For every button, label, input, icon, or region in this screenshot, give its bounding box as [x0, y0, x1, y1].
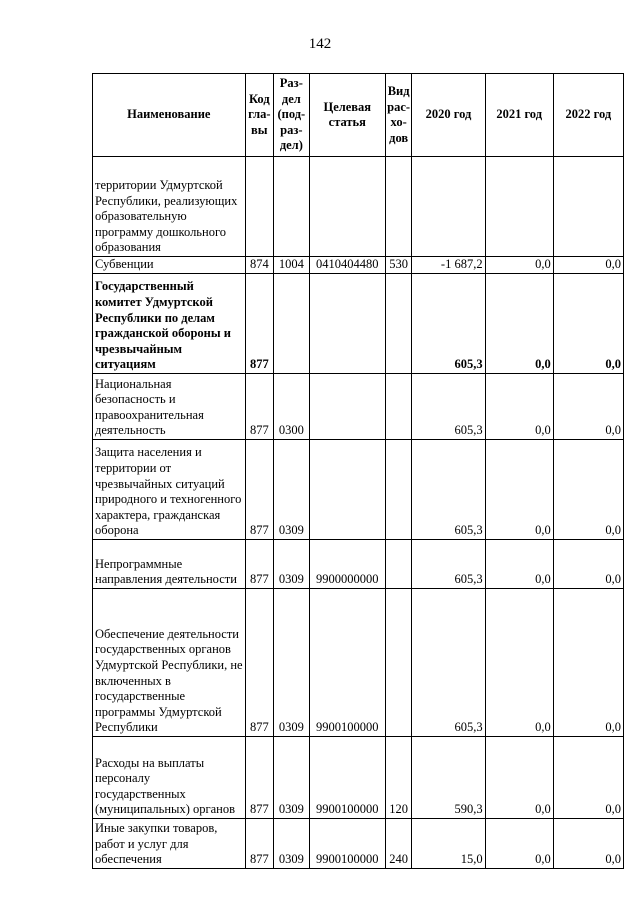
cell-target: 9900100000 — [309, 819, 385, 869]
cell-type — [385, 540, 411, 589]
cell-2021: 0,0 — [485, 540, 553, 589]
cell-type: 240 — [385, 819, 411, 869]
cell-section: 0309 — [274, 819, 310, 869]
cell-name: Субвенции — [93, 257, 246, 274]
budget-table — [92, 73, 624, 869]
cell-code: 877 — [245, 540, 273, 589]
cell-2021 — [485, 157, 553, 257]
cell-target — [309, 374, 385, 440]
cell-target: 9900100000 — [309, 589, 385, 737]
cell-2021: 0,0 — [485, 819, 553, 869]
cell-2020: 605,3 — [412, 589, 485, 737]
cell-section — [274, 157, 310, 257]
cell-section: 0309 — [274, 589, 310, 737]
cell-code: 877 — [245, 589, 273, 737]
table-row — [93, 274, 624, 374]
header-name: Наименование — [93, 74, 246, 157]
cell-2020: 605,3 — [412, 274, 485, 374]
cell-type: 530 — [385, 257, 411, 274]
header-code: Код гла- вы — [245, 74, 273, 157]
cell-section — [274, 274, 310, 374]
header-type: Вид рас- хо- дов — [385, 74, 411, 157]
cell-type: 120 — [385, 737, 411, 819]
cell-code: 877 — [245, 819, 273, 869]
header-2020: 2020 год — [412, 74, 485, 157]
cell-name: Расходы на выплаты персоналу государственных (муниципальных) органов — [93, 737, 246, 819]
cell-code: 877 — [245, 440, 273, 540]
cell-2020: 605,3 — [412, 540, 485, 589]
table-row — [93, 540, 624, 589]
cell-section: 0309 — [274, 440, 310, 540]
cell-2020: 605,3 — [412, 374, 485, 440]
cell-2021: 0,0 — [485, 589, 553, 737]
cell-name: Иные закупки товаров, работ и услуг для обеспечения — [93, 819, 246, 869]
table-row — [93, 819, 624, 869]
table-row — [93, 257, 624, 274]
cell-target: 9900100000 — [309, 737, 385, 819]
cell-2022: 0,0 — [553, 819, 623, 869]
cell-2021: 0,0 — [485, 440, 553, 540]
cell-2021: 0,0 — [485, 374, 553, 440]
cell-code: 877 — [245, 374, 273, 440]
cell-2022: 0,0 — [553, 540, 623, 589]
cell-2022: 0,0 — [553, 737, 623, 819]
table-row — [93, 157, 624, 257]
header-section: Раз- дел (под- раз- дел) — [274, 74, 310, 157]
cell-target — [309, 274, 385, 374]
cell-type — [385, 374, 411, 440]
cell-name: Непрограммные направления деятельности — [93, 540, 246, 589]
cell-2022: 0,0 — [553, 257, 623, 274]
cell-2022: 0,0 — [553, 589, 623, 737]
cell-2020: 605,3 — [412, 440, 485, 540]
cell-name: Национальная безопасность и правоохранительная деятельность — [93, 374, 246, 440]
cell-code: 874 — [245, 257, 273, 274]
cell-section: 0300 — [274, 374, 310, 440]
cell-2020 — [412, 157, 485, 257]
header-2021: 2021 год — [485, 74, 553, 157]
cell-code — [245, 157, 273, 257]
cell-section: 0309 — [274, 540, 310, 589]
cell-target — [309, 157, 385, 257]
cell-2022 — [553, 157, 623, 257]
cell-2021: 0,0 — [485, 257, 553, 274]
table-row — [93, 374, 624, 440]
cell-2022: 0,0 — [553, 374, 623, 440]
cell-section: 1004 — [274, 257, 310, 274]
cell-name: Защита населения и территории от чрезвычайных ситуаций природного и техногенного характера, гражданская оборона — [93, 440, 246, 540]
cell-2020: 15,0 — [412, 819, 485, 869]
cell-name: Государственный комитет Удмуртской Республики по делам гражданской обороны и чрезвычайным ситуациям — [93, 274, 246, 374]
header-target: Целевая статья — [309, 74, 385, 157]
cell-code: 877 — [245, 274, 273, 374]
cell-code: 877 — [245, 737, 273, 819]
cell-type — [385, 589, 411, 737]
cell-type — [385, 157, 411, 257]
cell-2022: 0,0 — [553, 440, 623, 540]
cell-target — [309, 440, 385, 540]
cell-section: 0309 — [274, 737, 310, 819]
cell-2020: 590,3 — [412, 737, 485, 819]
cell-target: 9900000000 — [309, 540, 385, 589]
table-header-row — [93, 74, 624, 157]
cell-name: территории Удмуртской Республики, реализующих образовательную программу дошкольного образования — [93, 157, 246, 257]
cell-2021: 0,0 — [485, 737, 553, 819]
cell-2021: 0,0 — [485, 274, 553, 374]
cell-target: 0410404480 — [309, 257, 385, 274]
table-row — [93, 737, 624, 819]
cell-type — [385, 274, 411, 374]
table-row — [93, 589, 624, 737]
cell-2020: -1 687,2 — [412, 257, 485, 274]
header-2022: 2022 год — [553, 74, 623, 157]
cell-type — [385, 440, 411, 540]
page-number: 142 — [308, 36, 332, 52]
cell-name: Обеспечение деятельности государственных органов Удмуртской Республики, не включенных в государственные программы Удмуртской Республики — [93, 589, 246, 737]
table-body — [93, 157, 624, 869]
cell-2022: 0,0 — [553, 274, 623, 374]
table-row — [93, 440, 624, 540]
